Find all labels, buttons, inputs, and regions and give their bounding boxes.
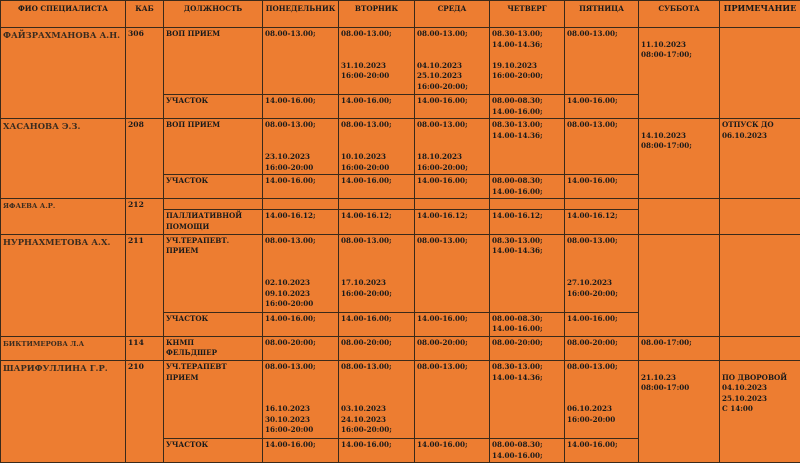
- line-gap: [417, 50, 487, 61]
- cell-line: 14.00-16.12;: [492, 211, 562, 222]
- position-cell: [164, 95, 263, 119]
- room-number: 208: [126, 119, 164, 199]
- cell-line: 14.00-16.00;: [567, 440, 636, 451]
- wednesday-cell: [415, 95, 490, 119]
- line-gap: [265, 383, 336, 394]
- cell-line: 16:00-20:00;: [341, 425, 412, 436]
- monday-cell: [263, 210, 339, 234]
- cell-line: 16:00-20:00: [265, 163, 336, 174]
- friday-cell: [565, 95, 639, 119]
- cell-line: ПОМОЩИ: [166, 222, 260, 233]
- thursday-cell: [490, 336, 565, 360]
- cell-line: 21.10.23: [641, 373, 717, 384]
- cell-line: 08.30-13.00;: [492, 236, 562, 247]
- note-cell: [720, 360, 800, 462]
- line-gap: [567, 246, 636, 257]
- note-cell: [720, 199, 800, 234]
- cell-line: ВОП ПРИЕМ: [166, 29, 260, 40]
- cell-line: 25.10.2023: [417, 71, 487, 82]
- line-gap: [417, 131, 487, 142]
- doctor-row-yafaeva-top: [1, 199, 800, 210]
- doctor-row-sharifullina-reception: [1, 360, 800, 438]
- position-cell: [164, 210, 263, 234]
- cell-line: 08.00-13.00;: [567, 29, 636, 40]
- line-gap: [265, 267, 336, 278]
- cell-line: 14.00-16.00;: [567, 176, 636, 187]
- header-name: ФИО СПЕЦИАЛИСТА: [1, 1, 126, 28]
- cell-line: 08.00-20:00;: [265, 338, 336, 349]
- cell-line: 08.00-13.00;: [417, 236, 487, 247]
- cell-line: 08.00-08.30;: [492, 176, 562, 187]
- room-number: 210: [126, 360, 164, 462]
- monday-cell: [263, 360, 339, 438]
- tuesday-cell: [339, 234, 415, 312]
- cell-line: 16:00-20:00: [265, 299, 336, 310]
- tuesday-cell: [339, 119, 415, 175]
- cell-line: 08.00-13.00;: [341, 362, 412, 373]
- cell-line: 25.10.2023: [722, 394, 798, 405]
- wednesday-cell: [415, 210, 490, 234]
- position-cell: [164, 28, 263, 95]
- cell-line: 14.00-16.00;: [567, 96, 636, 107]
- cell-line: 08.00-13.00;: [417, 29, 487, 40]
- cell-line: 14.00-14.36;: [492, 246, 562, 257]
- line-gap: [265, 141, 336, 152]
- line-gap: [492, 50, 562, 61]
- cell-line: 16:00-20:00: [341, 71, 412, 82]
- cell-line: 08.00-13.00;: [265, 362, 336, 373]
- line-gap: [341, 246, 412, 257]
- doctor-row-nurnakhmetova-reception: [1, 234, 800, 312]
- cell-line: КНМП: [166, 338, 260, 349]
- doctor-row-khasanova-reception: [1, 119, 800, 175]
- wednesday-cell: [415, 234, 490, 312]
- position-cell: [164, 312, 263, 336]
- room-number: 306: [126, 28, 164, 119]
- cell-line: 16:00-20:00;: [567, 289, 636, 300]
- empty-cell: [565, 199, 639, 210]
- friday-cell: [565, 360, 639, 438]
- empty-cell: [164, 199, 263, 210]
- wednesday-cell: [415, 175, 490, 199]
- tuesday-cell: [339, 312, 415, 336]
- line-gap: [567, 394, 636, 405]
- cell-line: УЧАСТОК: [166, 96, 260, 107]
- line-gap: [341, 141, 412, 152]
- line-gap: [341, 257, 412, 268]
- header-saturday: СУББОТА: [639, 1, 720, 28]
- saturday-cell: [639, 360, 720, 462]
- friday-cell: [565, 119, 639, 175]
- cell-line: 08.00-13.00;: [341, 29, 412, 40]
- cell-line: 08:00-17:00;: [641, 141, 717, 152]
- cell-line: 08.00-13.00;: [341, 120, 412, 131]
- cell-line: 08.00-20:00;: [492, 338, 562, 349]
- doctor-row-biktimerova: [1, 336, 800, 360]
- line-gap: [567, 383, 636, 394]
- cell-line: 14.00-16.00;: [417, 96, 487, 107]
- line-gap: [722, 362, 798, 373]
- cell-line: УЧАСТОК: [166, 176, 260, 187]
- line-gap: [341, 267, 412, 278]
- cell-line: 14.00-16.12;: [567, 211, 636, 222]
- position-cell: [164, 336, 263, 360]
- note-cell: [720, 336, 800, 360]
- cell-line: ПО ДВОРОВОЙ: [722, 373, 798, 384]
- line-gap: [341, 50, 412, 61]
- cell-line: 14.00-16.00;: [265, 440, 336, 451]
- line-gap: [567, 373, 636, 384]
- monday-cell: [263, 175, 339, 199]
- line-gap: [417, 40, 487, 51]
- cell-line: 14.00-16.12;: [265, 211, 336, 222]
- cell-line: 14.00-16.00;: [417, 440, 487, 451]
- cell-line: 08.00-13.00;: [417, 120, 487, 131]
- cell-line: 14.00-16.12;: [341, 211, 412, 222]
- doctor-name: БИКТИМЕРОВА Л.А: [1, 336, 126, 360]
- thursday-cell: [490, 438, 565, 462]
- line-gap: [265, 131, 336, 142]
- thursday-cell: [490, 234, 565, 312]
- friday-cell: [565, 312, 639, 336]
- cell-line: ПАЛЛИАТИВНОЙ: [166, 211, 260, 222]
- cell-line: 08:00-17:00;: [641, 50, 717, 61]
- thursday-cell: [490, 28, 565, 95]
- tuesday-cell: [339, 210, 415, 234]
- cell-line: 08.00-13.00;: [567, 120, 636, 131]
- cell-line: 08.00-13.00;: [265, 29, 336, 40]
- cell-line: 08.00-13.00;: [341, 236, 412, 247]
- note-cell: [720, 28, 800, 119]
- cell-line: 16:00-20:00;: [341, 289, 412, 300]
- note-cell: [720, 119, 800, 199]
- saturday-cell: [639, 234, 720, 336]
- note-cell: [720, 234, 800, 336]
- saturday-cell: [639, 119, 720, 199]
- cell-line: 24.10.2023: [341, 415, 412, 426]
- cell-line: 14.00-16.00;: [567, 314, 636, 325]
- line-gap: [641, 362, 717, 373]
- empty-cell: [339, 199, 415, 210]
- cell-line: 09.10.2023: [265, 289, 336, 300]
- tuesday-cell: [339, 95, 415, 119]
- cell-line: 16.10.2023: [265, 404, 336, 415]
- wednesday-cell: [415, 438, 490, 462]
- cell-line: 11.10.2023: [641, 40, 717, 51]
- cell-line: 14.00-14.36;: [492, 373, 562, 384]
- header-position: ДОЛЖНОСТЬ: [164, 1, 263, 28]
- cell-line: 16:00-20:00;: [492, 71, 562, 82]
- cell-line: 08.00-17:00;: [641, 338, 717, 349]
- tuesday-cell: [339, 28, 415, 95]
- cell-line: 16:00-20:00: [341, 163, 412, 174]
- position-cell: [164, 119, 263, 175]
- wednesday-cell: [415, 28, 490, 95]
- cell-line: 08.00-20:00;: [567, 338, 636, 349]
- room-number: 211: [126, 234, 164, 336]
- monday-cell: [263, 28, 339, 95]
- cell-line: 14.00-16.00;: [341, 440, 412, 451]
- line-gap: [265, 257, 336, 268]
- cell-line: 14.00-16.00;: [265, 314, 336, 325]
- line-gap: [265, 394, 336, 405]
- cell-line: 10.10.2023: [341, 152, 412, 163]
- thursday-cell: [490, 175, 565, 199]
- header-row: [1, 1, 800, 28]
- cell-line: 08.00-13.00;: [567, 236, 636, 247]
- monday-cell: [263, 438, 339, 462]
- cell-line: 14.00-16.00;: [341, 96, 412, 107]
- cell-line: 14.00-16.00;: [492, 187, 562, 198]
- cell-line: 08.00-13.00;: [567, 362, 636, 373]
- cell-line: 14.00-16.00;: [417, 314, 487, 325]
- monday-cell: [263, 95, 339, 119]
- cell-line: 31.10.2023: [341, 61, 412, 72]
- tuesday-cell: [339, 438, 415, 462]
- monday-cell: [263, 234, 339, 312]
- doctor-name: ШАРИФУЛЛИНА Г.Р.: [1, 360, 126, 462]
- cell-line: 08.00-13.00;: [265, 120, 336, 131]
- room-number: 114: [126, 336, 164, 360]
- cell-line: 08:00-17:00: [641, 383, 717, 394]
- cell-line: ФЕЛЬДШЕР: [166, 348, 260, 359]
- friday-cell: [565, 210, 639, 234]
- cell-line: 14.00-16.00;: [417, 176, 487, 187]
- cell-line: 14.00-14.36;: [492, 131, 562, 142]
- cell-line: 02.10.2023: [265, 278, 336, 289]
- cell-line: 18.10.2023: [417, 152, 487, 163]
- line-gap: [341, 383, 412, 394]
- line-gap: [265, 373, 336, 384]
- cell-line: 03.10.2023: [341, 404, 412, 415]
- line-gap: [417, 141, 487, 152]
- cell-line: 14.00-16.00;: [341, 314, 412, 325]
- cell-line: 04.10.2023: [722, 383, 798, 394]
- cell-line: 08.00-20:00;: [417, 338, 487, 349]
- line-gap: [341, 394, 412, 405]
- cell-line: 08.30-13.00;: [492, 29, 562, 40]
- line-gap: [265, 246, 336, 257]
- line-gap: [341, 40, 412, 51]
- thursday-cell: [490, 312, 565, 336]
- cell-line: 14.00-16.00;: [492, 107, 562, 118]
- monday-cell: [263, 119, 339, 175]
- cell-line: С 14:00: [722, 404, 798, 415]
- cell-line: 14.00-16.00;: [265, 96, 336, 107]
- monday-cell: [263, 312, 339, 336]
- header-friday: ПЯТНИЦА: [565, 1, 639, 28]
- empty-cell: [415, 199, 490, 210]
- cell-line: ПРИЕМ: [166, 246, 260, 257]
- cell-line: 14.00-16.00;: [341, 176, 412, 187]
- line-gap: [641, 29, 717, 40]
- saturday-cell: [639, 336, 720, 360]
- line-gap: [567, 267, 636, 278]
- doctor-name: ХАСАНОВА Э.З.: [1, 119, 126, 199]
- cell-line: 08.00-20:00;: [341, 338, 412, 349]
- wednesday-cell: [415, 312, 490, 336]
- position-cell: [164, 438, 263, 462]
- thursday-cell: [490, 95, 565, 119]
- friday-cell: [565, 234, 639, 312]
- line-gap: [641, 120, 717, 131]
- cell-line: 16:00-20:00;: [417, 163, 487, 174]
- tuesday-cell: [339, 336, 415, 360]
- cell-line: 08.00-13.00;: [417, 362, 487, 373]
- cell-line: 14.10.2023: [641, 131, 717, 142]
- cell-line: 08.00-08.30;: [492, 314, 562, 325]
- position-cell: [164, 234, 263, 312]
- tuesday-cell: [339, 175, 415, 199]
- cell-line: 14.00-16.00;: [492, 451, 562, 462]
- header-monday: ПОНЕДЕЛЬНИК: [263, 1, 339, 28]
- position-cell: [164, 175, 263, 199]
- cell-line: 08.00-13.00;: [265, 236, 336, 247]
- friday-cell: [565, 28, 639, 95]
- friday-cell: [565, 175, 639, 199]
- cell-line: 17.10.2023: [341, 278, 412, 289]
- monday-cell: [263, 336, 339, 360]
- cell-line: 06.10.2023: [722, 131, 798, 142]
- wednesday-cell: [415, 119, 490, 175]
- doctor-row-faizrakhmanova-reception: [1, 28, 800, 95]
- cell-line: УЧ.ТЕРАПЕВТ.: [166, 236, 260, 247]
- header-note: ПРИМЕЧАНИЕ: [720, 1, 800, 28]
- header-wednesday: СРЕДА: [415, 1, 490, 28]
- cell-line: 06.10.2023: [567, 404, 636, 415]
- cell-line: 19.10.2023: [492, 61, 562, 72]
- cell-line: 30.10.2023: [265, 415, 336, 426]
- cell-line: 08.00-08.30;: [492, 96, 562, 107]
- cell-line: 14.00-16.12;: [417, 211, 487, 222]
- thursday-cell: [490, 360, 565, 438]
- cell-line: ВОП ПРИЕМ: [166, 120, 260, 131]
- saturday-cell: [639, 28, 720, 119]
- cell-line: 04.10.2023: [417, 61, 487, 72]
- header-room: КАБ: [126, 1, 164, 28]
- cell-line: 08.30-13.00;: [492, 120, 562, 131]
- tuesday-cell: [339, 360, 415, 438]
- cell-line: 14.00-16.00;: [492, 324, 562, 335]
- cell-line: ОТПУСК ДО: [722, 120, 798, 131]
- cell-line: УЧАСТОК: [166, 314, 260, 325]
- doctor-name: ЯФАЕВА А.Р.: [1, 199, 126, 234]
- doctor-name: ФАЙЗРАХМАНОВА А.Н.: [1, 28, 126, 119]
- cell-line: 16:00-20:00: [265, 425, 336, 436]
- cell-line: 16:00-20:00: [567, 415, 636, 426]
- cell-line: 14.00-16.00;: [265, 176, 336, 187]
- cell-line: УЧАСТОК: [166, 440, 260, 451]
- saturday-cell: [639, 199, 720, 234]
- cell-line: 08.30-13.00;: [492, 362, 562, 373]
- friday-cell: [565, 336, 639, 360]
- cell-line: 08.00-08.30;: [492, 440, 562, 451]
- wednesday-cell: [415, 360, 490, 438]
- line-gap: [341, 373, 412, 384]
- cell-line: 14.00-14.36;: [492, 40, 562, 51]
- line-gap: [341, 131, 412, 142]
- thursday-cell: [490, 210, 565, 234]
- cell-line: 23.10.2023: [265, 152, 336, 163]
- friday-cell: [565, 438, 639, 462]
- cell-line: УЧ.ТЕРАПЕВТ: [166, 362, 260, 373]
- header-tuesday: ВТОРНИК: [339, 1, 415, 28]
- doctor-name: НУРНАХМЕТОВА А.Х.: [1, 234, 126, 336]
- position-cell: [164, 360, 263, 438]
- wednesday-cell: [415, 336, 490, 360]
- room-number: 212: [126, 199, 164, 234]
- empty-cell: [263, 199, 339, 210]
- cell-line: 27.10.2023: [567, 278, 636, 289]
- cell-line: ПРИЕМ: [166, 373, 260, 384]
- cell-line: 16:00-20:00;: [417, 82, 487, 93]
- line-gap: [567, 257, 636, 268]
- empty-cell: [490, 199, 565, 210]
- thursday-cell: [490, 119, 565, 175]
- header-thursday: ЧЕТВЕРГ: [490, 1, 565, 28]
